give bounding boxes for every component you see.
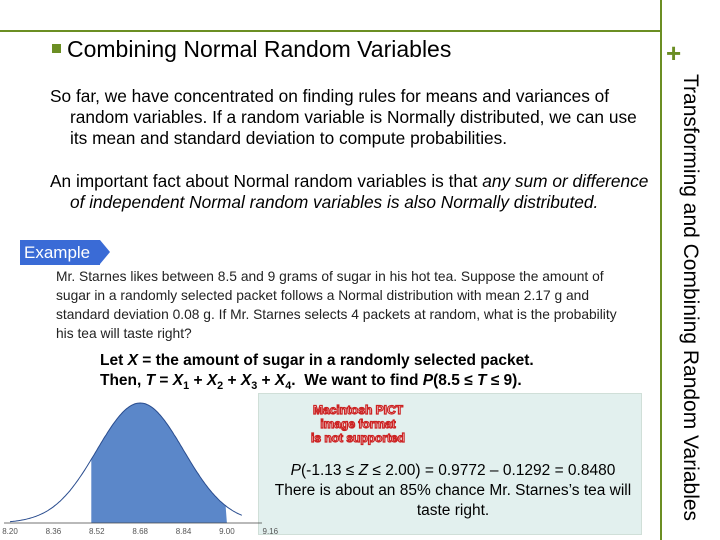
x-tick-label: 8.20 (2, 527, 18, 536)
fact-paragraph (50, 171, 650, 213)
slide-title-text: Combining Normal Random Variables (67, 36, 452, 62)
calculation-text: P(-1.13 ≤ Z ≤ 2.00) = 0.9772 – 0.1292 = 0.8480 (290, 462, 616, 479)
example-text: Mr. Starnes likes between 8.5 and 9 grams of sugar in his hot tea. Suppose the amount of sugar in a randomly selected packet follows a Normal distribution with mean 2.17 g and standard deviation 0.08 g. If Mr. Starnes selects 4 packets at random, what is the probability his tea will taste right? (56, 269, 617, 341)
conclusion-text: There is about an 85% chance Mr. Starnes’s tea will taste right. (274, 482, 632, 519)
calculation-block (268, 461, 638, 521)
sidebar-rule (660, 0, 662, 540)
x-tick-label: 8.68 (132, 527, 148, 536)
definition-line-1: Let X = the amount of sugar in a randomly selected packet. (100, 352, 534, 369)
title-rule (0, 30, 660, 32)
pict-line-3: is not supported (311, 431, 405, 445)
shaded-area (91, 403, 227, 523)
example-tag: Example (20, 240, 100, 265)
normal-curve-chart (0, 395, 279, 537)
pict-placeholder-image (272, 402, 444, 446)
intro-paragraph: So far, we have concentrated on finding rules for means and variances of random variables. If a random variable is Normally distributed, we can use its mean and standard deviation to compute probabilities. (50, 86, 637, 148)
pict-line-1: Macintosh PICT (312, 403, 404, 417)
x-tick-label: 8.36 (45, 527, 62, 536)
x-tick-label: 8.84 (175, 527, 192, 536)
plus-icon: + (666, 38, 682, 68)
section-label: Transforming and Combining Random Variables (679, 74, 702, 522)
definition-line-2: Then, $T = X_1 + X_2 + X_3 + X_4$. We want to find P(8.5 ≤ T ≤ 9). (100, 372, 522, 393)
x-tick-label: 8.52 (89, 527, 105, 536)
pict-line-2: image format (320, 417, 396, 431)
definition-text (100, 351, 640, 396)
x-tick-label: 9.16 (262, 527, 279, 536)
x-tick-label: 9.00 (219, 527, 235, 536)
slide-title (52, 36, 451, 63)
fact-prefix: An important fact about Normal random variables is that (50, 171, 483, 191)
square-bullet-icon (52, 44, 61, 53)
fact-emphasis: any sum or difference of independent Normal random variables is also Normally distributed. (70, 171, 649, 212)
